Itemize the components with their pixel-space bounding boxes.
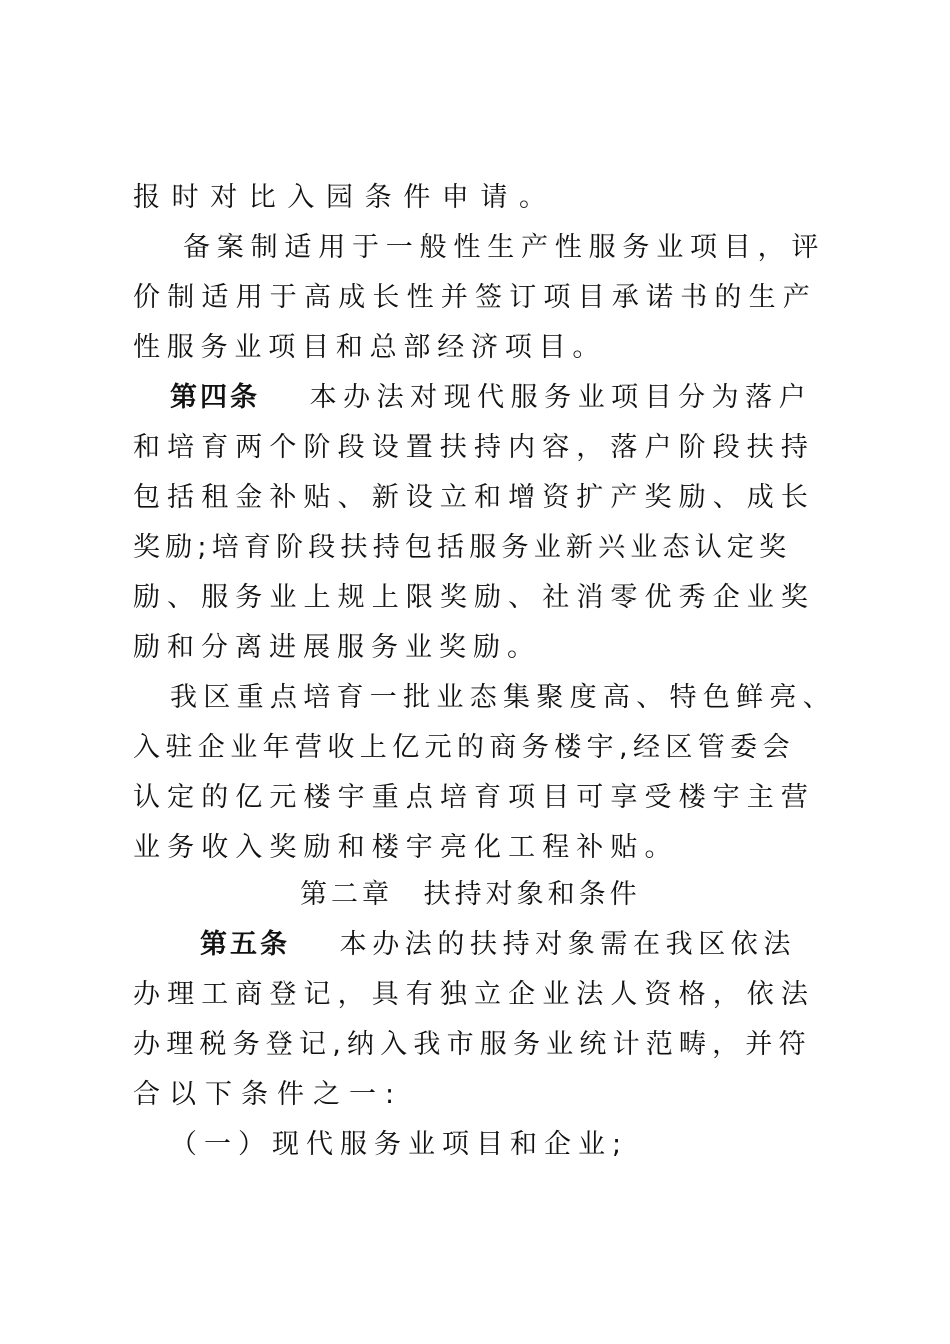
text-line-3 (133, 273, 950, 323)
text-line-6 (133, 423, 950, 473)
article-four-text: 本办法对现代服务业项目分为落户 (309, 382, 813, 413)
line-6-text: 和培育两个阶段设置扶持内容，落户阶段扶持 (133, 432, 815, 463)
text-line-12 (133, 723, 950, 773)
text-line-13 (133, 773, 950, 823)
text-line-1 (133, 173, 950, 223)
text-line-14 (133, 823, 950, 873)
text-line-11 (170, 673, 950, 723)
line-10-text: 励和分离进展服务业奖励。 (133, 632, 541, 663)
chapter-heading (300, 870, 950, 920)
text-line-18 (133, 1020, 950, 1070)
text-line-17 (133, 970, 950, 1020)
list-item-one: （一）现代服务业项目和企业; (170, 1129, 629, 1160)
line-8-text: 奖励;培育阶段扶持包括服务业新兴业态认定奖 (133, 532, 792, 563)
line-1-text: 报时对比入园条件申请。 (133, 182, 558, 213)
text-line-2 (183, 223, 950, 273)
line-11-text: 我区重点培育一批业态集聚度高、特色鲜亮、 (170, 682, 836, 713)
line-12-text: 入驻企业年营收上亿元的商务楼宇,经区管委会 (133, 732, 795, 763)
line-19-text: 合以下条件之一: (133, 1079, 404, 1110)
line-17-text: 办理工商登记，具有独立企业法人资格，依法 (133, 979, 815, 1010)
chapter-number: 第二章 (300, 879, 393, 910)
article-four-heading: 第四条 (170, 382, 260, 413)
line-3-text: 价制适用于高成长性并签订项目承诺书的生产 (133, 282, 817, 313)
line-14-text: 业务收入奖励和楼宇亮化工程补贴。 (133, 832, 679, 863)
text-line-19 (133, 1070, 950, 1120)
text-line-9 (133, 573, 950, 623)
chapter-title: 扶持对象和条件 (423, 879, 641, 910)
text-line-20 (170, 1120, 950, 1170)
article-five-text: 本办法的扶持对象需在我区依法 (339, 929, 796, 960)
text-line-5 (170, 373, 950, 423)
line-18-text: 办理税务登记,纳入我市服务业统计范畴，并符 (133, 1029, 812, 1060)
line-7-text: 包括租金补贴、新设立和增资扩产奖励、成长 (133, 482, 815, 513)
line-13-text: 认定的亿元楼宇重点培育项目可享受楼宇主营 (133, 782, 815, 813)
article-five-heading: 第五条 (200, 929, 290, 960)
text-line-8 (133, 523, 950, 573)
line-9-text: 励、服务业上规上限奖励、社消零优秀企业奖 (133, 582, 815, 613)
text-line-4 (133, 323, 950, 373)
line-2-text: 备案制适用于一般性生产性服务业项目，评 (183, 232, 826, 263)
line-4-text: 性服务业项目和总部经济项目。 (133, 332, 607, 363)
text-line-16 (200, 920, 950, 970)
text-line-10 (133, 623, 950, 673)
text-line-7 (133, 473, 950, 523)
